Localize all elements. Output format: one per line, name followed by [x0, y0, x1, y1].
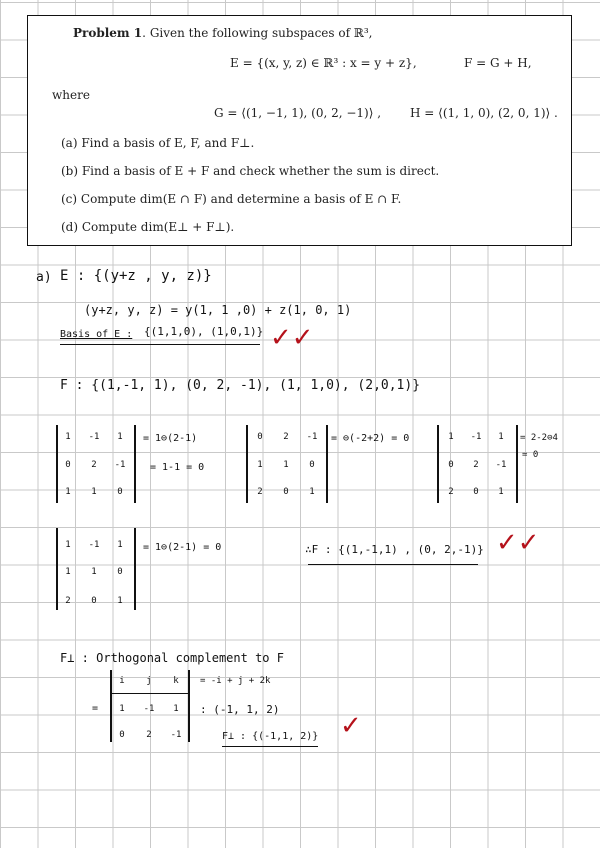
cross-head-cell: j	[146, 676, 152, 686]
cross-row2-cell: 2	[146, 730, 152, 740]
cross-vector: : (-1, 1, 2)	[200, 703, 280, 716]
cross-expansion: = -i + j + 2k	[200, 676, 271, 686]
matrix3-cell: -1	[470, 432, 482, 442]
matrix1-det-2: = 1-1 = 0	[150, 462, 205, 473]
def-H: H = ⟨(1, 1, 0), (2, 0, 1)⟩ .	[410, 106, 558, 120]
part-c: (c) Compute dim(E ∩ F) and determine a basis of E ∩ F.	[61, 192, 402, 206]
E-set-line: E : {(y+z , y, z)}	[60, 268, 212, 284]
F-perp-result: F⊥ : {(-1,1, 2)}	[222, 731, 319, 742]
matrix1-cell: -1	[114, 460, 126, 470]
cross-row2-cell: 0	[119, 730, 125, 740]
matrix3-cell: 1	[498, 487, 504, 497]
matrix3-cell: 0	[473, 487, 479, 497]
cross-header-rule	[110, 693, 189, 694]
F-perp-underline	[222, 746, 318, 747]
matrix1-cell: 0	[117, 487, 123, 497]
matrix4-cell: 0	[91, 596, 97, 606]
matrix3-cell: 1	[498, 432, 504, 442]
matrix3-cell: 1	[448, 432, 454, 442]
matrix2-cell: 1	[283, 460, 289, 470]
matrix4-cell: 2	[65, 596, 71, 606]
matrix2-cell: -1	[306, 432, 318, 442]
part-b: (b) Find a basis of E + F and check whether the sum is direct.	[61, 164, 440, 178]
matrix4-cell: 1	[91, 567, 97, 577]
matrix2-det: = ⊖(-2+2) = 0	[331, 433, 410, 444]
matrix1-cell: 1	[91, 487, 97, 497]
matrix4-cell: 1	[117, 540, 123, 550]
F-basis-underline	[308, 564, 478, 565]
problem-intro: Given the following subspaces of ℝ³,	[149, 26, 373, 40]
matrix1-cell: 0	[65, 460, 71, 470]
matrix3-det-2: = 0	[522, 450, 539, 460]
part-a: (a) Find a basis of E, F, and F⊥.	[61, 136, 255, 150]
matrix3-cell: -1	[495, 460, 507, 470]
cross-row2-cell: -1	[170, 730, 182, 740]
matrix2-cell: 0	[283, 487, 289, 497]
matrix2-cell: 0	[309, 460, 315, 470]
matrix3-det-1: = 2-2⊖4	[520, 433, 558, 443]
matrix3-cell: 0	[448, 460, 454, 470]
matrix4-cell: 1	[117, 596, 123, 606]
matrix1-cell: 2	[91, 460, 97, 470]
matrix2-cell: 0	[257, 432, 263, 442]
F-perp-title: F⊥ : Orthogonal complement to F	[60, 651, 284, 665]
E-basis-underline	[60, 344, 260, 345]
matrix4-det: = 1⊖(2-1) = 0	[143, 542, 222, 553]
E-decomposition: (y+z, y, z) = y(1, 1 ,0) + z(1, 0, 1)	[84, 303, 352, 317]
where-label: where	[52, 88, 90, 102]
matrix1-cell: -1	[88, 432, 100, 442]
check-mark-F: ✓✓	[496, 528, 540, 558]
matrix1-cell: 1	[65, 432, 71, 442]
F-spanning-set: F : {(1,-1, 1), (0, 2, -1), (1, 1,0), (2,0,1)}	[60, 378, 421, 393]
matrix4-cell: -1	[88, 540, 100, 550]
matrix2-cell: 2	[257, 487, 263, 497]
solution-a-label: a)	[36, 270, 52, 285]
problem-intro-line: Problem 1. Given the following subspaces of ℝ³,	[73, 26, 373, 40]
check-mark-E: ✓✓	[270, 323, 314, 353]
cross-row1-cell: 1	[173, 704, 179, 714]
def-E: E = {(x, y, z) ∈ ℝ³ : x = y + z},	[230, 56, 417, 70]
matrix1-cell: 1	[65, 487, 71, 497]
problem-statement-box	[27, 15, 572, 246]
E-basis-label: Basis of E :	[60, 329, 133, 340]
cross-equals-sign: =	[92, 703, 99, 714]
def-F: F = G + H,	[464, 56, 532, 70]
matrix1-bar-right	[134, 425, 136, 503]
matrix2-cell: 1	[257, 460, 263, 470]
matrix4-cell: 1	[65, 567, 71, 577]
cross-row1-cell: 1	[119, 704, 125, 714]
matrix3-bar-right	[516, 425, 518, 503]
matrix4-bar-right	[134, 528, 136, 610]
check-mark-F-perp: ✓	[340, 711, 362, 741]
cross-head-cell: i	[119, 676, 125, 686]
matrix4-cell: 1	[65, 540, 71, 550]
matrix2-bar-right	[326, 425, 328, 503]
cross-bar-right	[188, 670, 190, 742]
matrix2-cell: 2	[283, 432, 289, 442]
matrix3-cell: 2	[473, 460, 479, 470]
part-d: (d) Compute dim(E⊥ + F⊥).	[61, 220, 235, 234]
matrix1-det-1: = 1⊖(2-1)	[143, 433, 198, 444]
matrix1-cell: 1	[117, 432, 123, 442]
def-G: G = ⟨(1, −1, 1), (0, 2, −1)⟩ ,	[214, 106, 382, 120]
problem-title: Problem 1	[73, 26, 143, 40]
matrix3-cell: 2	[448, 487, 454, 497]
matrix2-cell: 1	[309, 487, 315, 497]
cross-head-cell: k	[173, 676, 179, 686]
matrix4-cell: 0	[117, 567, 123, 577]
F-basis-result: ∴F : {(1,-1,1) , (0, 2,-1)}	[305, 543, 484, 556]
cross-row1-cell: -1	[143, 704, 155, 714]
E-basis-value: {(1,1,0), (1,0,1)}	[144, 325, 264, 338]
